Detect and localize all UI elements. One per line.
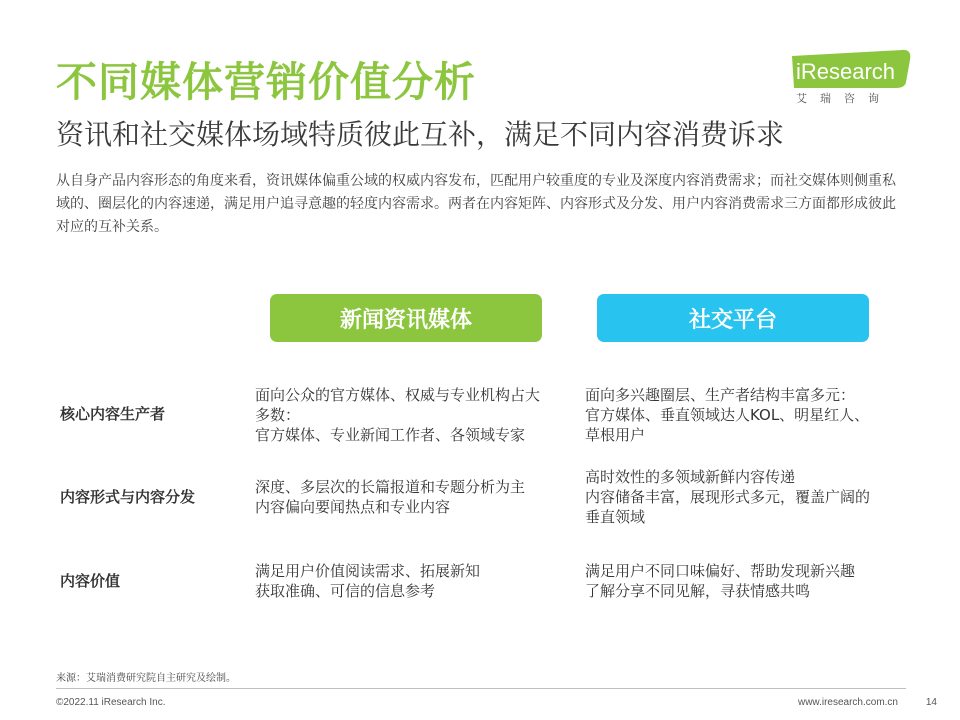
cell-news-core-producers [255, 385, 575, 445]
source-note: 来源：艾瑞消费研究院自主研究及绘制。 [56, 673, 236, 684]
cell-line: 官方媒体、垂直领域达人KOL、明星红人、 [585, 406, 870, 424]
cell-social-format-distribution [585, 467, 915, 527]
cell-news-content-value [255, 561, 575, 601]
cell-line: 深度、多层次的长篇报道和专题分析为主 [255, 478, 526, 496]
cell-line: 官方媒体、专业新闻工作者、各领域专家 [255, 426, 526, 444]
cell-social-content-value [585, 561, 915, 601]
cell-line: 满足用户不同口味偏好、帮助发现新兴趣 [585, 562, 856, 580]
page-subtitle: 资讯和社交媒体场域特质彼此互补，满足不同内容消费诉求 [56, 118, 785, 151]
column-header-news-media: 新闻资讯媒体 [270, 294, 542, 342]
cell-line: 内容偏向要闻热点和专业内容 [255, 498, 451, 516]
cell-line: 内容储备丰富，展现形式多元，覆盖广阔的 [585, 488, 871, 506]
logo-subtitle: 艾瑞咨询 [796, 92, 892, 105]
footer-divider [56, 688, 906, 689]
page-title: 不同媒体营销价值分析 [56, 58, 476, 106]
copyright-text: ©2022.11 iResearch Inc. [56, 697, 166, 708]
column-header-social-platform: 社交平台 [597, 294, 869, 342]
cell-line: 草根用户 [585, 426, 646, 444]
cell-news-format-distribution [255, 477, 575, 517]
cell-social-core-producers [585, 385, 915, 445]
cell-line: 获取准确、可信的信息参考 [255, 582, 436, 600]
cell-line: 了解分享不同见解，寻获情感共鸣 [585, 582, 811, 600]
cell-line: 垂直领域 [585, 508, 646, 526]
cell-line: 多数： [255, 406, 301, 424]
cell-line: 面向多兴趣圈层、生产者结构丰富多元： [585, 386, 856, 404]
cell-line: 高时效性的多领域新鲜内容传递 [585, 468, 796, 486]
iresearch-logo [790, 46, 920, 108]
intro-paragraph: 从自身产品内容形态的角度来看，资讯媒体偏重公域的权威内容发布，匹配用户较重度的专业及深度内容消费需求；而社交媒体则侧重私域的、圈层化的内容速递，满足用户追寻意趣的轻度内容需求。两者在内容矩阵、内容形式及分发、用户内容消费需求三方面都形成彼此对应的互补关系。 [56, 173, 896, 235]
row-label-format-distribution: 内容形式与内容分发 [60, 488, 196, 506]
cell-line: 满足用户价值阅读需求、拓展新知 [255, 562, 481, 580]
cell-line: 面向公众的官方媒体、权威与专业机构占大 [255, 386, 541, 404]
row-label-core-producers: 核心内容生产者 [60, 405, 166, 423]
website-link[interactable]: www.iresearch.com.cn [797, 697, 898, 708]
page-number: 14 [925, 697, 937, 708]
logo-wordmark: iResearch [796, 59, 896, 84]
row-label-content-value: 内容价值 [60, 572, 121, 590]
